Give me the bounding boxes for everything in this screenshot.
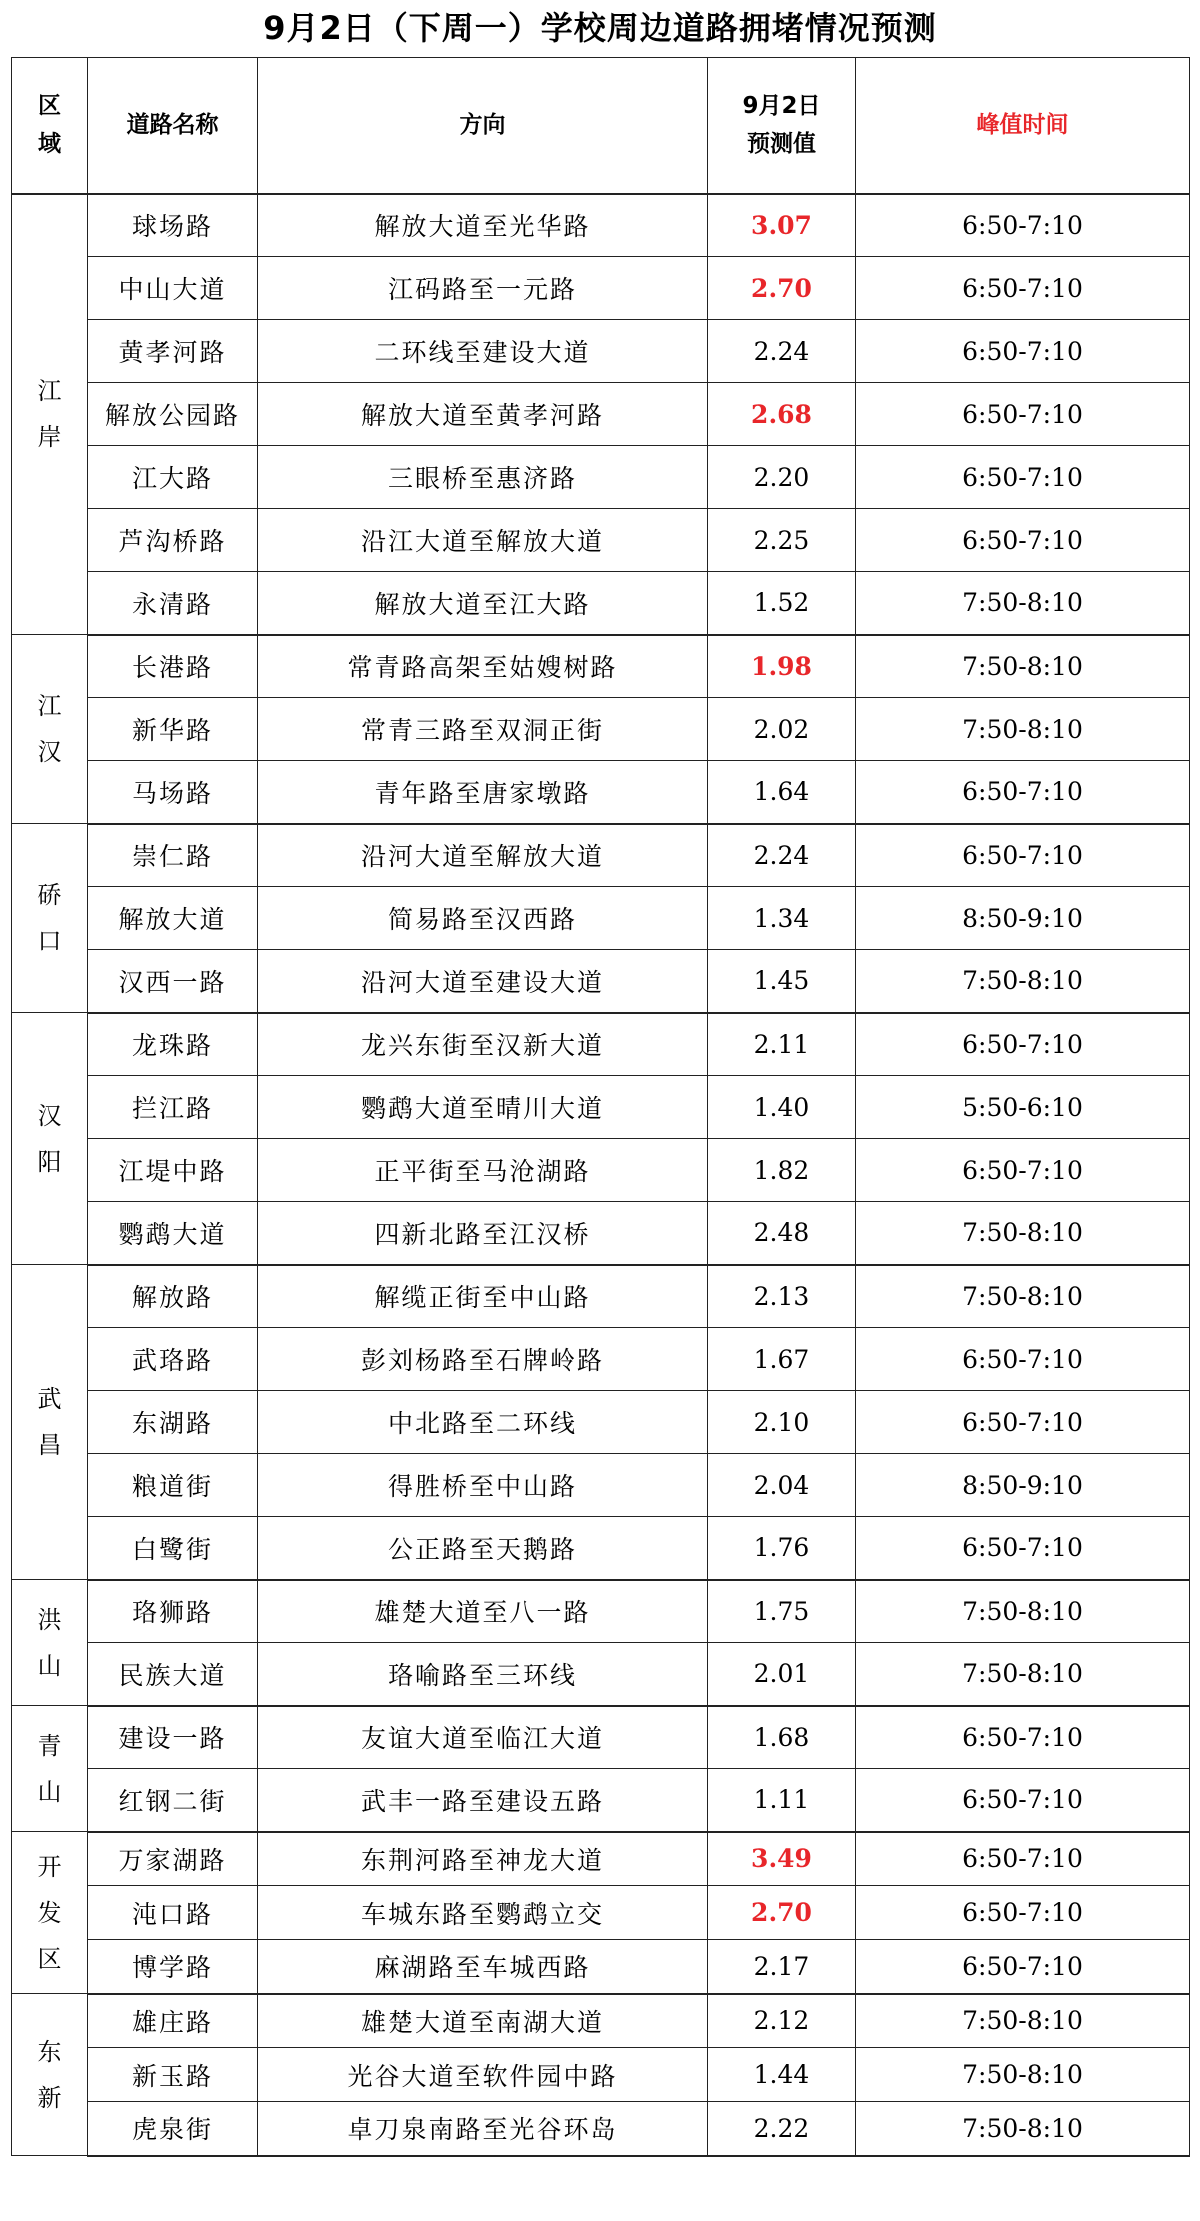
road-name-cell: 解放公园路 xyxy=(88,383,258,446)
peak-time-cell: 6:50-7:10 xyxy=(856,761,1190,824)
direction-cell: 解缆正街至中山路 xyxy=(258,1265,708,1328)
forecast-value-cell: 2.20 xyxy=(708,446,856,509)
direction-cell: 沿江大道至解放大道 xyxy=(258,509,708,572)
road-name-cell: 长港路 xyxy=(88,635,258,698)
direction-cell: 雄楚大道至南湖大道 xyxy=(258,1994,708,2048)
district-cell xyxy=(12,1706,88,1832)
direction-cell: 简易路至汉西路 xyxy=(258,887,708,950)
road-name-cell: 马场路 xyxy=(88,761,258,824)
forecast-value-cell: 2.04 xyxy=(708,1454,856,1517)
table-row xyxy=(12,1391,1190,1454)
table-row xyxy=(12,1769,1190,1832)
peak-time-cell: 8:50-9:10 xyxy=(856,887,1190,950)
table-row xyxy=(12,1328,1190,1391)
direction-cell: 沿河大道至解放大道 xyxy=(258,824,708,887)
road-name-cell: 解放大道 xyxy=(88,887,258,950)
peak-time-cell: 5:50-6:10 xyxy=(856,1076,1190,1139)
table-row xyxy=(12,1643,1190,1706)
table-row xyxy=(12,698,1190,761)
forecast-value-cell: 2.10 xyxy=(708,1391,856,1454)
forecast-value-cell: 1.44 xyxy=(708,2048,856,2102)
district-cell xyxy=(12,1580,88,1706)
district-char: 昌 xyxy=(37,1431,62,1459)
forecast-value-cell: 1.45 xyxy=(708,950,856,1013)
peak-time-cell: 6:50-7:10 xyxy=(856,1391,1190,1454)
peak-time-cell: 7:50-8:10 xyxy=(856,635,1190,698)
peak-time-cell: 6:50-7:10 xyxy=(856,257,1190,320)
district-char: 区 xyxy=(37,1944,62,1973)
forecast-value-cell: 1.64 xyxy=(708,761,856,824)
district-cell xyxy=(12,1994,88,2156)
direction-cell: 东荆河路至神龙大道 xyxy=(258,1832,708,1886)
table-row xyxy=(12,1265,1190,1328)
table-row xyxy=(12,1832,1190,1886)
direction-cell: 四新北路至江汉桥 xyxy=(258,1202,708,1265)
district-char: 汉 xyxy=(37,1101,62,1130)
forecast-value-cell: 1.52 xyxy=(708,572,856,635)
road-name-cell: 永清路 xyxy=(88,572,258,635)
header-forecast: 9月2日 预测值 xyxy=(708,58,856,194)
table-row xyxy=(12,446,1190,509)
table-body xyxy=(12,194,1190,2156)
road-name-cell: 江堤中路 xyxy=(88,1139,258,1202)
road-name-cell: 江大路 xyxy=(88,446,258,509)
table-row xyxy=(12,509,1190,572)
peak-time-cell: 7:50-8:10 xyxy=(856,2048,1190,2102)
table-row xyxy=(12,2048,1190,2102)
district-char: 开 xyxy=(37,1852,62,1881)
table-row xyxy=(12,1940,1190,1994)
direction-cell: 彭刘杨路至石牌岭路 xyxy=(258,1328,708,1391)
direction-cell: 光谷大道至软件园中路 xyxy=(258,2048,708,2102)
road-name-cell: 龙珠路 xyxy=(88,1013,258,1076)
district-char: 洪 xyxy=(37,1605,62,1634)
peak-time-cell: 7:50-8:10 xyxy=(856,1643,1190,1706)
direction-cell: 龙兴东街至汉新大道 xyxy=(258,1013,708,1076)
district-char: 阳 xyxy=(37,1147,62,1176)
direction-cell: 麻湖路至车城西路 xyxy=(258,1940,708,1994)
peak-time-cell: 7:50-8:10 xyxy=(856,698,1190,761)
table-row xyxy=(12,194,1190,257)
forecast-value-cell: 2.22 xyxy=(708,2102,856,2156)
peak-time-cell: 6:50-7:10 xyxy=(856,1769,1190,1832)
district-char: 口 xyxy=(37,927,62,955)
peak-time-cell: 6:50-7:10 xyxy=(856,1517,1190,1580)
table-row xyxy=(12,1076,1190,1139)
peak-time-cell: 6:50-7:10 xyxy=(856,1940,1190,1994)
forecast-value-cell: 2.48 xyxy=(708,1202,856,1265)
peak-time-cell: 6:50-7:10 xyxy=(856,1139,1190,1202)
road-name-cell: 新华路 xyxy=(88,698,258,761)
district-cell xyxy=(12,194,88,635)
district-char: 硚 xyxy=(37,881,62,909)
road-name-cell: 新玉路 xyxy=(88,2048,258,2102)
direction-cell: 常青三路至双洞正街 xyxy=(258,698,708,761)
table-row xyxy=(12,1013,1190,1076)
road-name-cell: 建设一路 xyxy=(88,1706,258,1769)
forecast-value-cell: 2.24 xyxy=(708,320,856,383)
road-name-cell: 红钢二街 xyxy=(88,1769,258,1832)
table-row xyxy=(12,1139,1190,1202)
forecast-value-cell: 2.70 xyxy=(708,1886,856,1940)
table-row xyxy=(12,761,1190,824)
road-name-cell: 博学路 xyxy=(88,1940,258,1994)
road-name-cell: 沌口路 xyxy=(88,1886,258,1940)
congestion-table xyxy=(11,57,1190,2157)
district-char: 山 xyxy=(37,1651,62,1680)
peak-time-cell: 6:50-7:10 xyxy=(856,1013,1190,1076)
table-row xyxy=(12,1994,1190,2048)
table-row xyxy=(12,887,1190,950)
header-direction: 方向 xyxy=(258,58,708,194)
direction-cell: 正平街至马沧湖路 xyxy=(258,1139,708,1202)
direction-cell: 鹦鹉大道至晴川大道 xyxy=(258,1076,708,1139)
district-char: 新 xyxy=(37,2083,62,2112)
direction-cell: 珞喻路至三环线 xyxy=(258,1643,708,1706)
forecast-value-cell: 2.25 xyxy=(708,509,856,572)
road-name-cell: 白鹭街 xyxy=(88,1517,258,1580)
direction-cell: 中北路至二环线 xyxy=(258,1391,708,1454)
peak-time-cell: 6:50-7:10 xyxy=(856,509,1190,572)
table-row xyxy=(12,950,1190,1013)
road-name-cell: 中山大道 xyxy=(88,257,258,320)
peak-time-cell: 8:50-9:10 xyxy=(856,1454,1190,1517)
forecast-value-cell: 1.75 xyxy=(708,1580,856,1643)
forecast-value-cell: 2.01 xyxy=(708,1643,856,1706)
peak-time-cell: 6:50-7:10 xyxy=(856,824,1190,887)
direction-cell: 解放大道至江大路 xyxy=(258,572,708,635)
district-cell xyxy=(12,1013,88,1265)
road-name-cell: 拦江路 xyxy=(88,1076,258,1139)
district-char: 江 xyxy=(37,377,62,406)
forecast-value-cell: 1.34 xyxy=(708,887,856,950)
direction-cell: 友谊大道至临江大道 xyxy=(258,1706,708,1769)
forecast-value-cell: 2.24 xyxy=(708,824,856,887)
road-name-cell: 球场路 xyxy=(88,194,258,257)
peak-time-cell: 7:50-8:10 xyxy=(856,1202,1190,1265)
direction-cell: 得胜桥至中山路 xyxy=(258,1454,708,1517)
table-row xyxy=(12,320,1190,383)
table-row xyxy=(12,572,1190,635)
road-name-cell: 东湖路 xyxy=(88,1391,258,1454)
table-row xyxy=(12,1706,1190,1769)
direction-cell: 武丰一路至建设五路 xyxy=(258,1769,708,1832)
table-row xyxy=(12,635,1190,698)
road-name-cell: 万家湖路 xyxy=(88,1832,258,1886)
header-peak-time: 峰值时间 xyxy=(856,58,1190,194)
road-name-cell: 鹦鹉大道 xyxy=(88,1202,258,1265)
forecast-value-cell: 2.12 xyxy=(708,1994,856,2048)
peak-time-cell: 6:50-7:10 xyxy=(856,1886,1190,1940)
road-name-cell: 珞狮路 xyxy=(88,1580,258,1643)
table-row xyxy=(12,1517,1190,1580)
peak-time-cell: 6:50-7:10 xyxy=(856,320,1190,383)
table-row xyxy=(12,1454,1190,1517)
forecast-value-cell: 3.49 xyxy=(708,1832,856,1886)
district-char: 江 xyxy=(37,692,62,720)
peak-time-cell: 6:50-7:10 xyxy=(856,1706,1190,1769)
forecast-value-cell: 1.67 xyxy=(708,1328,856,1391)
forecast-value-cell: 1.40 xyxy=(708,1076,856,1139)
peak-time-cell: 6:50-7:10 xyxy=(856,1832,1190,1886)
table-row xyxy=(12,1886,1190,1940)
forecast-value-cell: 3.07 xyxy=(708,194,856,257)
peak-time-cell: 7:50-8:10 xyxy=(856,572,1190,635)
direction-cell: 雄楚大道至八一路 xyxy=(258,1580,708,1643)
forecast-value-cell: 2.02 xyxy=(708,698,856,761)
district-cell xyxy=(12,635,88,824)
table-row xyxy=(12,1580,1190,1643)
peak-time-cell: 6:50-7:10 xyxy=(856,446,1190,509)
peak-time-cell: 7:50-8:10 xyxy=(856,2102,1190,2156)
road-name-cell: 崇仁路 xyxy=(88,824,258,887)
peak-time-cell: 7:50-8:10 xyxy=(856,1265,1190,1328)
forecast-value-cell: 1.68 xyxy=(708,1706,856,1769)
direction-cell: 二环线至建设大道 xyxy=(258,320,708,383)
header-road: 道路名称 xyxy=(88,58,258,194)
district-cell xyxy=(12,824,88,1013)
district-char: 岸 xyxy=(37,423,62,452)
direction-cell: 解放大道至光华路 xyxy=(258,194,708,257)
district-char: 东 xyxy=(37,2037,62,2066)
header-district: 区 域 xyxy=(12,58,88,194)
forecast-value-cell: 2.70 xyxy=(708,257,856,320)
forecast-value-cell: 2.68 xyxy=(708,383,856,446)
direction-cell: 常青路高架至姑嫂树路 xyxy=(258,635,708,698)
district-char: 武 xyxy=(37,1385,62,1413)
road-name-cell: 雄庄路 xyxy=(88,1994,258,2048)
direction-cell: 三眼桥至惠济路 xyxy=(258,446,708,509)
road-name-cell: 汉西一路 xyxy=(88,950,258,1013)
district-char: 发 xyxy=(37,1898,62,1927)
direction-cell: 沿河大道至建设大道 xyxy=(258,950,708,1013)
direction-cell: 公正路至天鹅路 xyxy=(258,1517,708,1580)
direction-cell: 卓刀泉南路至光谷环岛 xyxy=(258,2102,708,2156)
district-char: 青 xyxy=(37,1731,62,1760)
direction-cell: 青年路至唐家墩路 xyxy=(258,761,708,824)
table-row xyxy=(12,257,1190,320)
table-row xyxy=(12,2102,1190,2156)
header-row xyxy=(12,58,1190,194)
peak-time-cell: 6:50-7:10 xyxy=(856,1328,1190,1391)
road-name-cell: 芦沟桥路 xyxy=(88,509,258,572)
district-cell xyxy=(12,1832,88,1994)
forecast-value-cell: 2.11 xyxy=(708,1013,856,1076)
table-row xyxy=(12,824,1190,887)
district-char: 山 xyxy=(37,1777,62,1806)
district-cell xyxy=(12,1265,88,1580)
peak-time-cell: 7:50-8:10 xyxy=(856,950,1190,1013)
forecast-value-cell: 1.98 xyxy=(708,635,856,698)
peak-time-cell: 7:50-8:10 xyxy=(856,1580,1190,1643)
direction-cell: 车城东路至鹦鹉立交 xyxy=(258,1886,708,1940)
table-row xyxy=(12,383,1190,446)
forecast-value-cell: 1.76 xyxy=(708,1517,856,1580)
forecast-value-cell: 2.13 xyxy=(708,1265,856,1328)
district-char: 汉 xyxy=(37,738,62,766)
table-row xyxy=(12,1202,1190,1265)
road-name-cell: 武珞路 xyxy=(88,1328,258,1391)
page-title: 9月2日（下周一）学校周边道路拥堵情况预测 xyxy=(263,9,937,47)
road-name-cell: 黄孝河路 xyxy=(88,320,258,383)
forecast-value-cell: 1.82 xyxy=(708,1139,856,1202)
peak-time-cell: 6:50-7:10 xyxy=(856,383,1190,446)
road-name-cell: 粮道街 xyxy=(88,1454,258,1517)
road-name-cell: 民族大道 xyxy=(88,1643,258,1706)
road-name-cell: 解放路 xyxy=(88,1265,258,1328)
forecast-value-cell: 1.11 xyxy=(708,1769,856,1832)
direction-cell: 解放大道至黄孝河路 xyxy=(258,383,708,446)
peak-time-cell: 6:50-7:10 xyxy=(856,194,1190,257)
direction-cell: 江码路至一元路 xyxy=(258,257,708,320)
forecast-value-cell: 2.17 xyxy=(708,1940,856,1994)
peak-time-cell: 7:50-8:10 xyxy=(856,1994,1190,2048)
road-name-cell: 虎泉街 xyxy=(88,2102,258,2156)
